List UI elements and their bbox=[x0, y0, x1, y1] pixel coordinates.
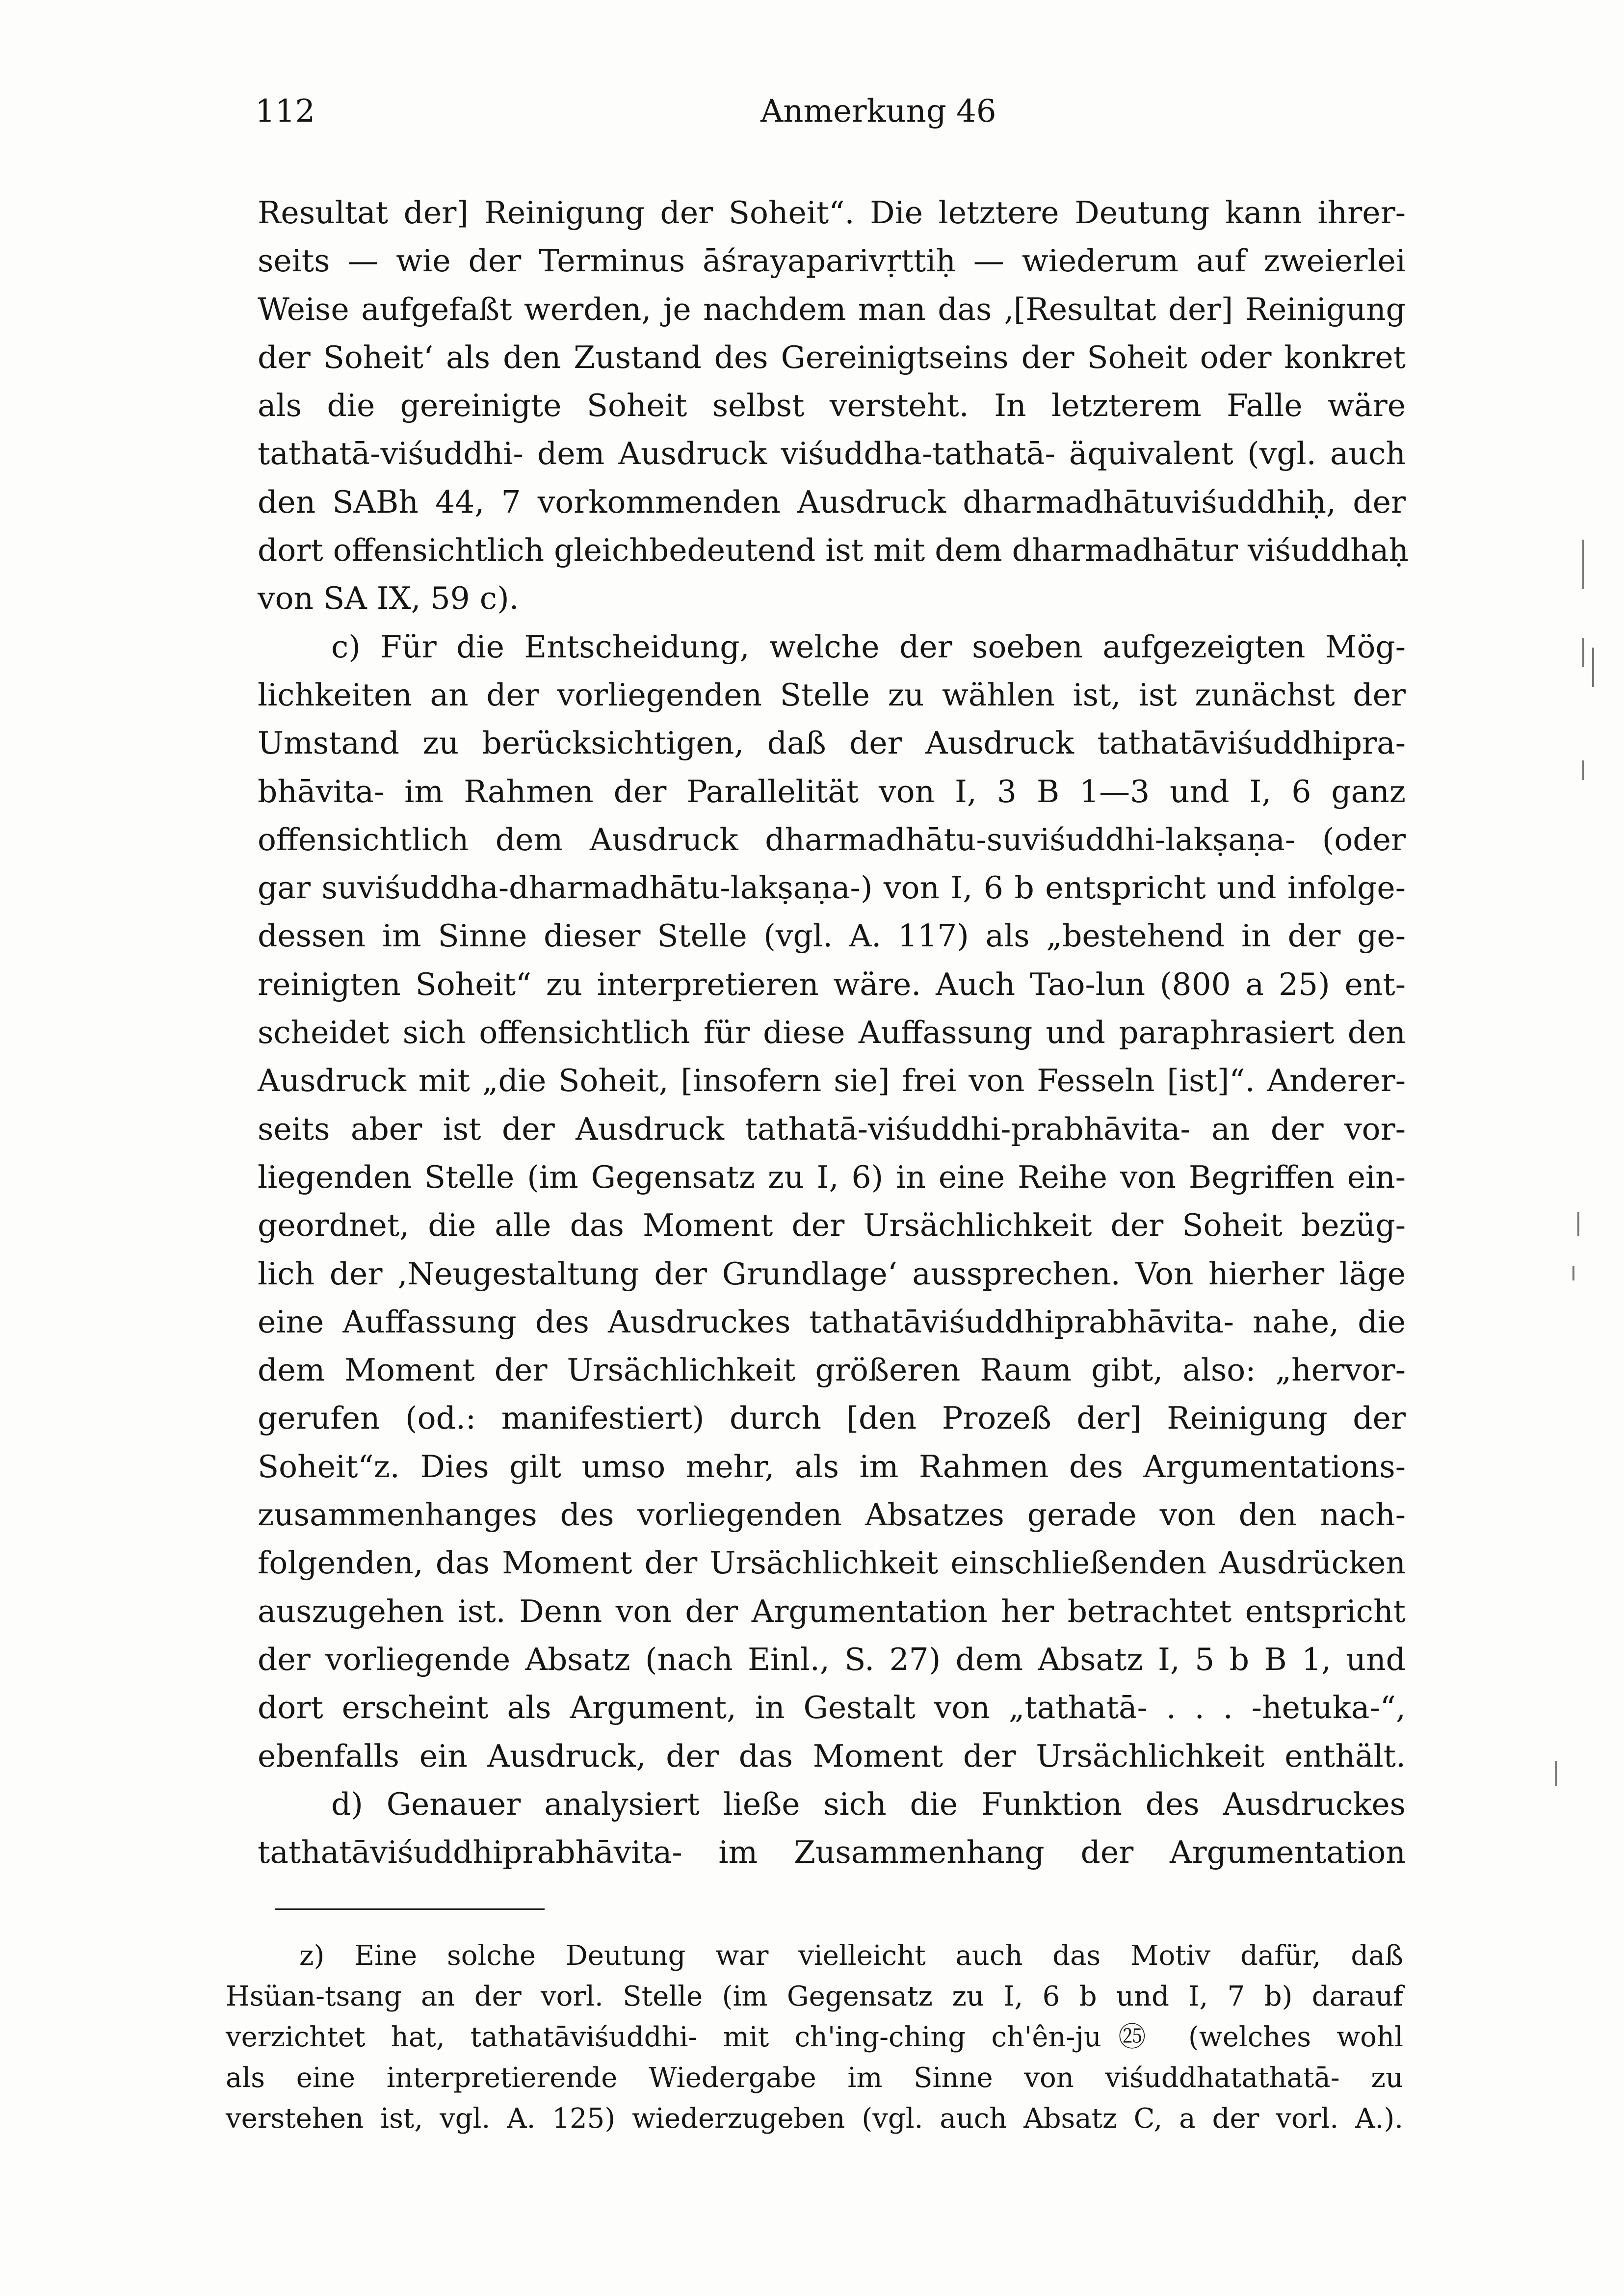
body-text bbox=[258, 189, 1409, 1877]
text-line: eine Auffassung des Ausdruckes tathatāviśuddhiprabhāvita- nahe, die bbox=[258, 1304, 1406, 1340]
text-line: dessen im Sinne dieser Stelle (vgl. A. 117) als „bestehend in der ge- bbox=[258, 918, 1406, 954]
footnote bbox=[226, 1935, 1403, 2139]
text-line: bhāvita- im Rahmen der Parallelität von I, 3 B 1—3 und I, 6 ganz bbox=[258, 773, 1406, 809]
text-line: Weise aufgefaßt werden, je nachdem man das ‚[Resultat der] Reinigung bbox=[258, 291, 1406, 327]
margin-mark bbox=[1582, 638, 1584, 667]
text-line: gar suviśuddha-dharmadhātu-lakṣaṇa-) von I, 6 b entspricht und infolge- bbox=[258, 870, 1406, 906]
text-line: zusammenhanges des vorliegenden Absatzes gerade von den nach- bbox=[258, 1497, 1406, 1533]
footnote-line: Hsüan-tsang an der vorl. Stelle (im Gegensatz zu I, 6 b und I, 7 b) darauf bbox=[226, 1981, 1403, 2012]
text-line: Umstand zu berücksichtigen, daß der Ausdruck tathatāviśuddhipra- bbox=[258, 725, 1406, 761]
text-line: Soheit“z. Dies gilt umso mehr, als im Rahmen des Argumentations- bbox=[258, 1448, 1406, 1485]
text-line: geordnet, die alle das Moment der Ursächlichkeit der Soheit bezüg- bbox=[258, 1207, 1406, 1244]
margin-mark bbox=[1555, 1761, 1557, 1786]
text-line: ebenfalls ein Ausdruck, der das Moment der Ursächlichkeit enthält. bbox=[258, 1738, 1406, 1774]
footnote-line: als eine interpretierende Wiedergabe im Sinne von viśuddhatathatā- zu bbox=[226, 2062, 1403, 2094]
running-title: Anmerkung 46 bbox=[760, 93, 996, 130]
text-line: Resultat der] Reinigung der Soheit“. Die letztere Deutung kann ihrer- bbox=[258, 195, 1406, 231]
text-line: der Soheit‘ als den Zustand des Gereinigtseins der Soheit oder konkret bbox=[258, 339, 1406, 375]
text-line: lich der ‚Neugestaltung der Grundlage‘ aussprechen. Von hierher läge bbox=[258, 1255, 1406, 1292]
footnote-line: verzichtet hat, tathatāviśuddhi- mit ch'ing-ching ch'ên-ju㉕ (welches wohl bbox=[226, 2021, 1403, 2053]
text-line: seits — wie der Terminus āśrayaparivṛttiḥ — wiederum auf zweierlei bbox=[258, 243, 1406, 279]
margin-mark bbox=[1582, 540, 1584, 589]
margin-mark bbox=[1572, 1266, 1574, 1280]
margin-mark bbox=[1582, 760, 1584, 780]
text-line: seits aber ist der Ausdruck tathatā-viśuddhi-prabhāvita- an der vor- bbox=[258, 1111, 1406, 1147]
text-line: reinigten Soheit“ zu interpretieren wäre. Auch Tao-lun (800 a 25) ent- bbox=[258, 966, 1406, 1002]
text-line: Ausdruck mit „die Soheit, [insofern sie] frei von Fesseln [ist]“. Anderer- bbox=[258, 1063, 1406, 1099]
footnote-line: verstehen ist, vgl. A. 125) wiederzugeben (vgl. auch Absatz C, a der vorl. A.). bbox=[226, 2103, 1403, 2135]
text-line: gerufen (od.: manifestiert) durch [den Prozeß der] Reinigung der bbox=[258, 1400, 1406, 1436]
paragraph-d-start: d) Genauer analysiert ließe sich die Funktion des Ausdruckes bbox=[331, 1786, 1406, 1822]
text-line: auszugehen ist. Denn von der Argumentation her betrachtet entspricht bbox=[258, 1593, 1406, 1629]
margin-mark bbox=[1577, 1212, 1579, 1236]
text-line: den SABh 44, 7 vorkommenden Ausdruck dharmadhātuviśuddhiḥ, der bbox=[258, 484, 1406, 520]
page-number: 112 bbox=[255, 93, 315, 130]
text-line: lichkeiten an der vorliegenden Stelle zu wählen ist, ist zunächst der bbox=[258, 677, 1406, 713]
text-line: liegenden Stelle (im Gegensatz zu I, 6) in eine Reihe von Begriffen ein- bbox=[258, 1159, 1406, 1195]
text-line: als die gereinigte Soheit selbst versteht. In letzterem Falle wäre bbox=[258, 388, 1406, 424]
text-line: der vorliegende Absatz (nach Einl., S. 27) dem Absatz I, 5 b B 1, und bbox=[258, 1641, 1406, 1677]
text-line: dem Moment der Ursächlichkeit größeren Raum gibt, also: „hervor- bbox=[258, 1352, 1406, 1388]
text-line: offensichtlich dem Ausdruck dharmadhātu-suviśuddhi-lakṣaṇa- (oder bbox=[258, 821, 1406, 858]
text-line: scheidet sich offensichtlich für diese Auffassung und paraphrasiert den bbox=[258, 1015, 1406, 1051]
margin-mark bbox=[1592, 648, 1594, 687]
page-header bbox=[255, 93, 1433, 137]
text-line: tathatāviśuddhiprabhāvita- im Zusammenhang der Argumentation bbox=[258, 1834, 1406, 1871]
text-line: dort offensichtlich gleichbedeutend ist mit dem dharmadhātur viśuddhaḥ bbox=[258, 532, 1409, 569]
text-line: dort erscheint als Argument, in Gestalt von „tathatā- . . . -hetuka-“, bbox=[258, 1690, 1406, 1726]
footnote-rule bbox=[275, 1908, 545, 1910]
footnote-line: z) Eine solche Deutung war vielleicht auch das Motiv dafür, daß bbox=[299, 1940, 1403, 1972]
text-line: folgenden, das Moment der Ursächlichkeit einschließenden Ausdrücken bbox=[258, 1545, 1406, 1581]
paragraph-c-start: c) Für die Entscheidung, welche der soeben aufgezeigten Mög- bbox=[331, 628, 1406, 665]
text-line: tathatā-viśuddhi- dem Ausdruck viśuddha-tathatā- äquivalent (vgl. auch bbox=[258, 436, 1406, 472]
text-line: von SA IX, 59 c). bbox=[258, 580, 519, 617]
